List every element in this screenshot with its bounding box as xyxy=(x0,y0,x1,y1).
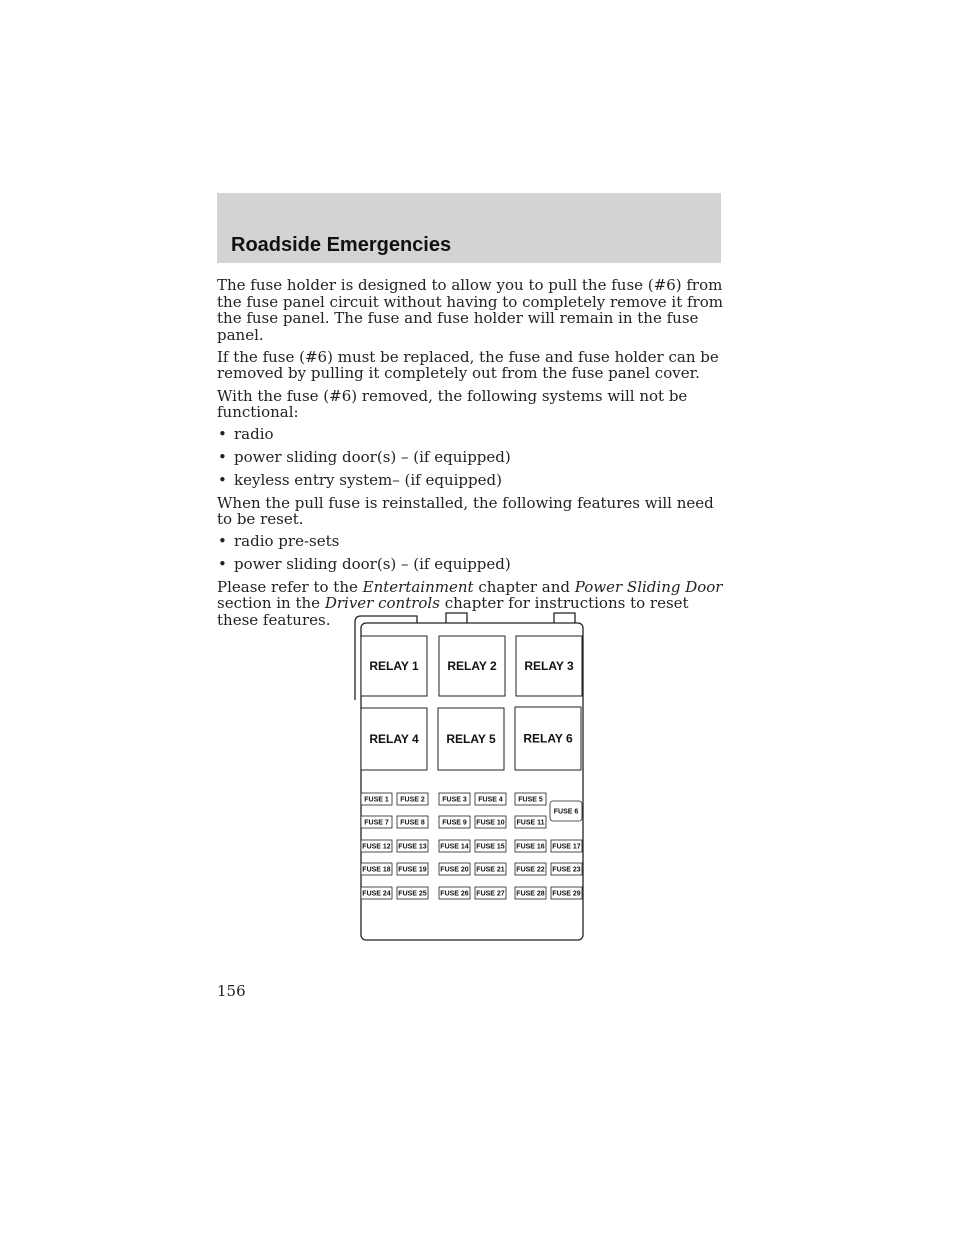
fuse-21 xyxy=(475,863,506,875)
fuse-label: FUSE 9 xyxy=(442,819,467,827)
fuse-14 xyxy=(439,840,470,852)
fuse-label: FUSE 1 xyxy=(364,796,389,804)
fuse-27 xyxy=(475,887,506,899)
fuse-12 xyxy=(361,840,392,852)
text-run: chapter and xyxy=(473,577,575,596)
fuse-8 xyxy=(397,816,428,828)
fuse-label: FUSE 6 xyxy=(553,808,579,816)
relay-3 xyxy=(516,636,582,696)
relay-4 xyxy=(361,708,427,770)
fuse-label: FUSE 20 xyxy=(440,866,469,874)
fuse-13 xyxy=(397,840,428,852)
fuse-label: FUSE 12 xyxy=(362,843,391,851)
fuse-label: FUSE 27 xyxy=(476,890,505,898)
fuse-label: FUSE 29 xyxy=(552,890,581,898)
fuse-label: FUSE 18 xyxy=(362,866,391,874)
fuse-17 xyxy=(551,840,582,852)
fuse-6 xyxy=(550,801,582,821)
italic-reference-driver-controls: Driver controls xyxy=(324,594,440,613)
fuse-label: FUSE 22 xyxy=(516,866,545,874)
fuse-label: FUSE 16 xyxy=(516,843,545,851)
fuse-label: FUSE 7 xyxy=(364,819,389,827)
bullet-list-disabled-systems xyxy=(217,426,723,488)
relay-label: RELAY 4 xyxy=(369,732,419,746)
bullet-list-reset-features xyxy=(217,533,723,572)
paragraph-1: The fuse holder is designed to allow you to pull the fuse (#6) from the fuse panel circuit without having to completely remove it from the fuse panel. The fuse and fuse holder will remain in the fuse panel. xyxy=(217,276,723,344)
fuse-label: FUSE 23 xyxy=(552,866,581,874)
fuse-24 xyxy=(361,887,392,899)
relay-label: RELAY 2 xyxy=(447,659,497,673)
text-run: section in the xyxy=(217,594,325,613)
fuse-label: FUSE 4 xyxy=(478,796,503,804)
paragraph-2: If the fuse (#6) must be replaced, the fuse and fuse holder can be removed by pulling it completely out from the fuse panel cover. xyxy=(217,347,719,383)
fuse-16 xyxy=(515,840,546,852)
fuse-label: FUSE 5 xyxy=(518,796,543,804)
fuse-panel-diagram xyxy=(350,608,590,952)
fuse-label: FUSE 21 xyxy=(476,866,505,874)
fuse-7 xyxy=(361,816,392,828)
fuse-22 xyxy=(515,863,546,875)
list-item: • radio xyxy=(217,426,723,443)
italic-reference-power-sliding-door: Power Sliding Door xyxy=(574,577,723,596)
italic-reference-entertainment: Entertainment xyxy=(362,577,474,596)
relay-label: RELAY 5 xyxy=(446,732,496,746)
fuse-18 xyxy=(361,863,392,875)
fuse-4 xyxy=(475,793,506,805)
section-header xyxy=(217,193,721,263)
relay-1 xyxy=(361,636,427,696)
fuse-28 xyxy=(515,887,546,899)
fuse-label: FUSE 14 xyxy=(440,843,469,851)
list-item: • power sliding door(s) – (if equipped) xyxy=(217,449,723,466)
fuse-label: FUSE 25 xyxy=(398,890,427,898)
text-run: Please refer to the xyxy=(217,577,363,596)
fuse-5 xyxy=(515,793,546,805)
section-title: Roadside Emergencies xyxy=(231,234,452,256)
fuse-label: FUSE 26 xyxy=(440,890,469,898)
fuse-label: FUSE 19 xyxy=(398,866,427,874)
fuse-10 xyxy=(475,816,506,828)
fuse-15 xyxy=(475,840,506,852)
relay-label: RELAY 6 xyxy=(523,731,573,746)
relay-5 xyxy=(438,708,504,770)
relay-2 xyxy=(439,636,505,696)
paragraph-4: When the pull fuse is reinstalled, the following features will need to be reset. xyxy=(217,493,714,529)
paragraph-3: With the fuse (#6) removed, the following systems will not be functional: xyxy=(217,386,688,422)
fuse-20 xyxy=(439,863,470,875)
fuse-2 xyxy=(397,793,428,805)
fuse-9 xyxy=(439,816,470,828)
fuse-29 xyxy=(551,887,582,899)
list-item: • keyless entry system– (if equipped) xyxy=(217,472,723,489)
text-run: chapter for instructions to reset these features. xyxy=(217,594,689,630)
fuse-label: FUSE 3 xyxy=(442,796,467,804)
fuse-label: FUSE 8 xyxy=(400,819,425,827)
fuse-label: FUSE 28 xyxy=(516,890,545,898)
panel-tab-middle xyxy=(446,613,467,623)
fuse-label: FUSE 11 xyxy=(516,819,545,827)
relay-label: RELAY 1 xyxy=(369,659,419,673)
fuse-label: FUSE 24 xyxy=(362,890,391,898)
fuse-label: FUSE 10 xyxy=(476,819,505,827)
fuse-3 xyxy=(439,793,470,805)
fuse-23 xyxy=(551,863,582,875)
fuse-25 xyxy=(397,887,428,899)
fuse-19 xyxy=(397,863,428,875)
relay-label: RELAY 3 xyxy=(524,659,574,673)
list-item: • radio pre-sets xyxy=(217,533,723,550)
fuse-label: FUSE 17 xyxy=(552,843,581,851)
body-text xyxy=(217,277,723,634)
relay-6 xyxy=(515,707,581,770)
fuse-label: FUSE 15 xyxy=(476,843,505,851)
list-item: • power sliding door(s) – (if equipped) xyxy=(217,556,723,573)
page-number: 156 xyxy=(217,982,246,1000)
fuse-26 xyxy=(439,887,470,899)
fuse-label: FUSE 2 xyxy=(400,796,425,804)
fuse-11 xyxy=(515,816,546,828)
fuse-1 xyxy=(361,793,392,805)
fuse-label: FUSE 13 xyxy=(398,843,427,851)
panel-tab-right xyxy=(554,613,575,623)
